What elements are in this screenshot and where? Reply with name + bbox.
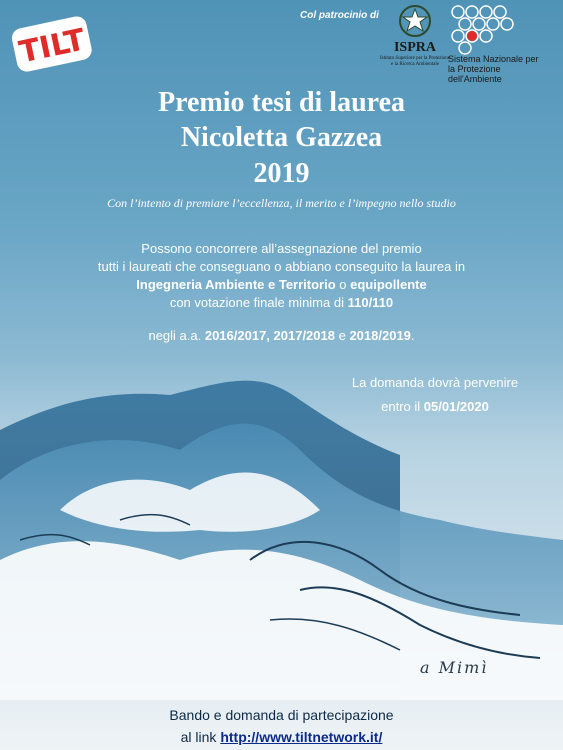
deadline-line-2: [315, 398, 555, 415]
deadline-label: entro il: [381, 399, 424, 414]
snpa-logo: [448, 4, 558, 84]
academic-years-2: 2018/2019: [349, 328, 411, 343]
patronage-label: Col patrocinio di: [300, 10, 379, 21]
body-line-3: [0, 276, 563, 293]
min-score: 110/110: [347, 295, 394, 310]
ispra-subtitle-2: e la Ricerca Ambientale: [391, 62, 439, 67]
footer-line-1: Bando e domanda di partecipazione: [169, 707, 394, 723]
website-link[interactable]: http://www.tiltnetwork.it/: [220, 729, 383, 745]
academic-years-1: 2016/2017, 2017/2018: [204, 328, 335, 343]
body-line-4: [0, 294, 563, 311]
academic-years-and: e: [334, 328, 350, 343]
body-connector-o: o: [335, 277, 351, 292]
tilt-logo: [8, 10, 96, 80]
hexagon-network-icon: [448, 4, 518, 56]
academic-years-period: .: [410, 328, 415, 343]
deadline-line-1: La domanda dovrà pervenire: [351, 375, 519, 390]
ispra-name: ISPRA: [393, 40, 436, 55]
title-line-1: Premio tesi di laurea: [157, 87, 406, 118]
deadline-date: 05/01/2020: [423, 399, 489, 414]
degree-equivalent: equipollente: [350, 277, 427, 292]
body-line-5: [0, 327, 563, 344]
ispra-subtitle-1: Istituto Superiore per la Protezione: [380, 56, 450, 61]
italian-emblem-icon: [398, 4, 432, 38]
artist-signature: a Mimì: [420, 658, 489, 677]
title-year: 2019: [253, 158, 310, 189]
subtitle: Con l’intento di premiare l’eccellenza, il merito e l’impegno nello studio: [107, 196, 456, 210]
ispra-logo: [380, 4, 450, 68]
academic-years-label: negli a.a.: [148, 328, 205, 343]
body-line-1: Possono concorrere all’assegnazione del premio: [141, 241, 422, 256]
snpa-text: Sistema Nazionale per la Protezione dell'Ambiente: [448, 54, 539, 84]
footer-link-label: al link: [180, 729, 221, 745]
logo-text: TILT: [16, 22, 89, 71]
min-score-label: con votazione finale minima di: [169, 295, 348, 310]
footer-line-2: [0, 728, 563, 746]
body-line-2: tutti i laureati che conseguano o abbiano conseguito la laurea in: [97, 259, 466, 274]
title-line-2: Nicoletta Gazzea: [180, 122, 383, 153]
degree-name: Ingegneria Ambiente e Territorio: [136, 277, 336, 292]
